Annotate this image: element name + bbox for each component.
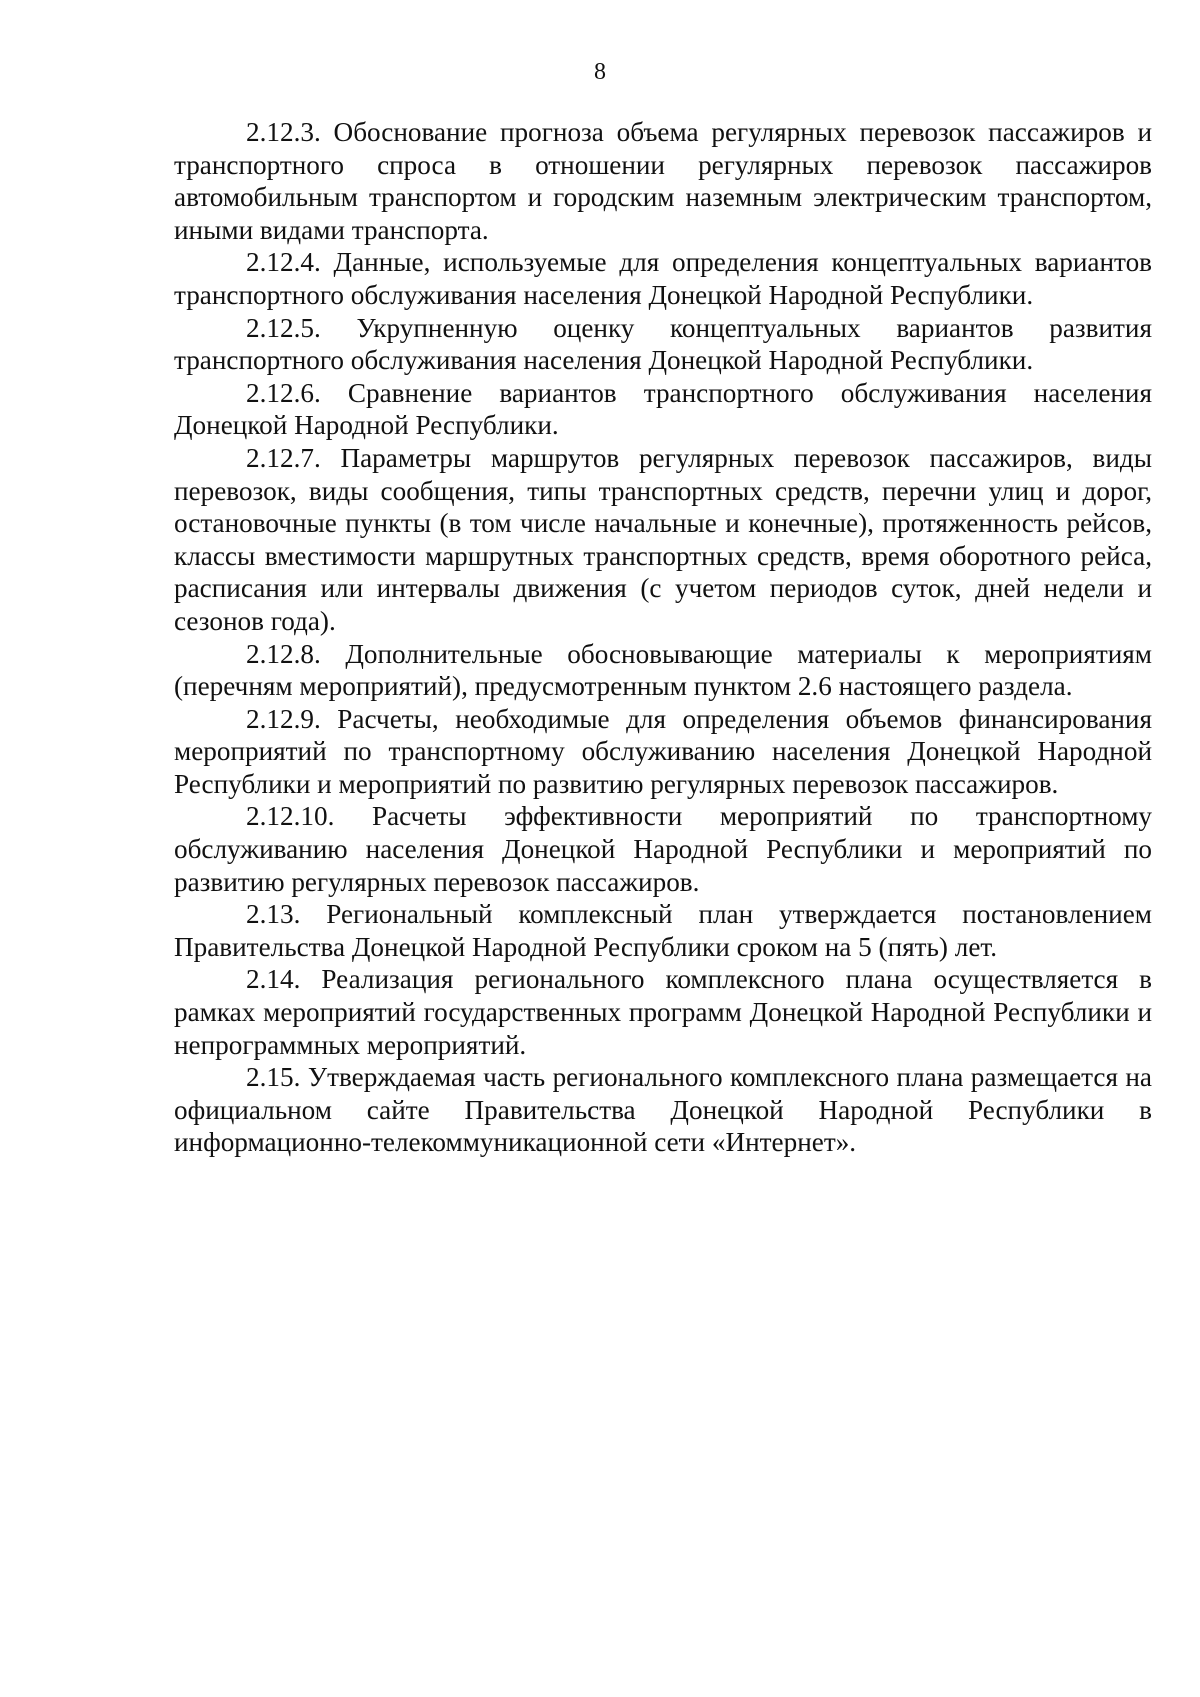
paragraph-2-12-3: 2.12.3. Обоснование прогноза объема регулярных перевозок пассажиров и транспортного спроса в отношении регулярных перевозок пассажиров автомобильным транспортом и городским наземным электрическим транспортом, иными видами транспорта. (174, 117, 1152, 245)
paragraph-2-12-6: 2.12.6. Сравнение вариантов транспортного обслуживания населения Донецкой Народной Республики. (174, 377, 1152, 441)
paragraph-2-12-4: 2.12.4. Данные, используемые для определения концептуальных вариантов транспортного обслуживания населения Донецкой Народной Республики. (174, 247, 1152, 310)
paragraph-2-12-5: 2.12.5. Укрупненную оценку концептуальных вариантов развития транспортного обслуживания населения Донецкой Народной Республики. (174, 312, 1152, 376)
paragraph-2-14: 2.14. Реализация регионального комплексного плана осуществляется в рамках мероприятий государственных программ Донецкой Народной Республики и непрограммных мероприятий. (174, 964, 1152, 1060)
paragraph-2-12-8: 2.12.8. Дополнительные обосновывающие материалы к мероприятиям (перечням мероприятий), предусмотренным пунктом 2.6 настоящего раздела. (174, 638, 1152, 702)
document-body (174, 116, 1152, 1159)
paragraph-2-12-9: 2.12.9. Расчеты, необходимые для определения объемов финансирования мероприятий по транспортному обслуживанию населения Донецкой Народной Республики и мероприятий по развитию регулярных перевозок пассажиров. (174, 703, 1152, 799)
paragraph-2-12-7: 2.12.7. Параметры маршрутов регулярных перевозок пассажиров, виды перевозок, виды сообщения, типы транспортных средств, перечни улиц и дорог, остановочные пункты (в том числе начальные и конечные), протяженность рейсов, классы вместимости маршрутных транспортных средств, время оборотного рейса, расписания или интервалы движения (с учетом периодов суток, дней недели и сезонов года). (174, 442, 1152, 636)
paragraph-2-15: 2.15. Утверждаемая часть регионального комплексного плана размещается на официальном сайте Правительства Донецкой Народной Республики в информационно-телекоммуникационной сети «Интернет». (174, 1062, 1152, 1158)
page-number: 8 (594, 59, 606, 85)
paragraph-2-12-10: 2.12.10. Расчеты эффективности мероприятий по транспортному обслуживанию населения Донецкой Народной Республики и мероприятий по развитию регулярных перевозок пассажиров. (174, 801, 1152, 897)
paragraph-2-13: 2.13. Региональный комплексный план утверждается постановлением Правительства Донецкой Народной Республики сроком на 5 (пять) лет. (174, 899, 1152, 962)
